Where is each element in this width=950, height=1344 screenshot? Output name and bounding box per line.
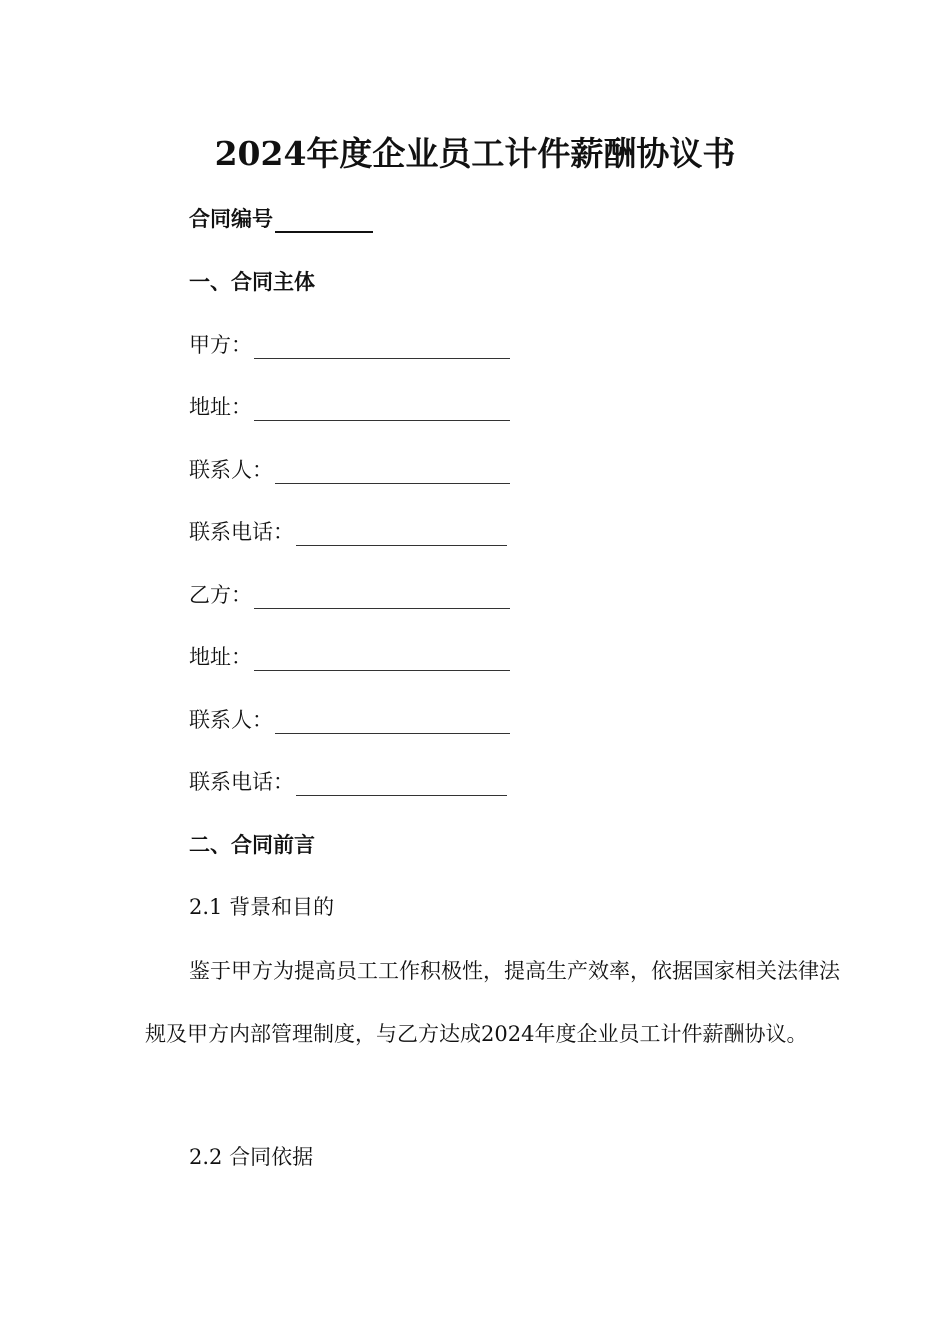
party-a-address-row (189, 393, 510, 421)
subsection-2-1-heading: 2.1 背景和目的 (189, 895, 335, 919)
section2-heading: 二、合同前言 (189, 833, 315, 857)
party-b-contact-label: 联系人： (189, 708, 273, 732)
party-a-row (189, 331, 510, 359)
party-b-phone-label: 联系电话： (189, 770, 294, 794)
party-a-contact-blank[interactable] (275, 461, 510, 484)
contract-number-label: 合同编号 (189, 207, 273, 231)
party-b-address-blank[interactable] (254, 648, 510, 671)
party-a-phone-label: 联系电话： (189, 520, 294, 544)
subsection-2-2-heading: 2.2 合同依据 (189, 1145, 314, 1169)
party-b-label: 乙方： (189, 583, 252, 607)
subsection-2-1-paragraph (145, 940, 845, 1066)
party-b-address-label: 地址： (189, 645, 252, 669)
contract-number-row (189, 205, 373, 233)
document-title: 2024年度企业员工计件薪酬协议书 (214, 134, 736, 173)
party-a-phone-row (189, 518, 507, 546)
contract-number-blank[interactable] (275, 209, 373, 233)
party-a-phone-blank[interactable] (296, 523, 507, 546)
party-a-label: 甲方： (189, 333, 252, 357)
party-a-address-label: 地址： (189, 395, 252, 419)
party-a-address-blank[interactable] (254, 398, 510, 421)
party-a-contact-row (189, 456, 510, 484)
party-a-contact-label: 联系人： (189, 458, 273, 482)
party-a-blank[interactable] (254, 336, 510, 359)
party-b-address-row (189, 643, 510, 671)
subsection-2-1-text: 鉴于甲方为提高员工工作积极性，提高生产效率，依据国家相关法律法规及甲方内部管理制度，与乙方达成2024年度企业员工计件薪酬协议。 (145, 959, 840, 1046)
party-b-contact-blank[interactable] (275, 711, 510, 734)
party-b-row (189, 581, 510, 609)
party-b-phone-blank[interactable] (296, 773, 507, 796)
party-b-contact-row (189, 706, 510, 734)
party-b-blank[interactable] (254, 586, 510, 609)
party-b-phone-row (189, 768, 507, 796)
section1-heading: 一、合同主体 (189, 270, 315, 294)
